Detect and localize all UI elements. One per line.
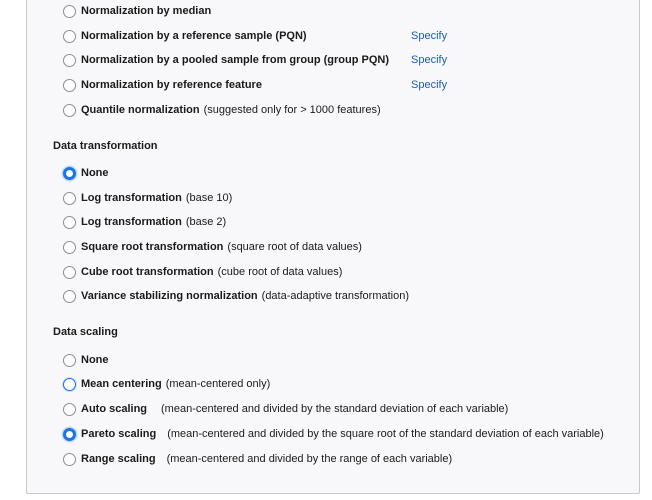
- section-title-scaling: Data scaling: [53, 326, 118, 338]
- option-label: Normalization by median: [81, 5, 212, 17]
- option-label: None: [81, 354, 109, 366]
- options-panel: [26, 0, 640, 494]
- radio-trans-sqrt[interactable]: [63, 237, 362, 257]
- radio-button-selected[interactable]: [63, 428, 76, 441]
- radio-button[interactable]: [63, 241, 76, 254]
- radio-button-focused[interactable]: [63, 378, 76, 391]
- radio-button[interactable]: [63, 453, 76, 466]
- radio-norm-ref-feature[interactable]: [63, 75, 623, 95]
- option-label: Cube root transformation: [81, 266, 214, 278]
- option-description: (mean-centered and divided by the standard deviation of each variable): [161, 403, 509, 415]
- radio-button[interactable]: [63, 354, 76, 367]
- option-label: Square root transformation: [81, 241, 224, 253]
- option-description: (mean-centered and divided by the square root of the standard deviation of each variable): [167, 428, 604, 440]
- specify-link[interactable]: Specify: [411, 79, 448, 91]
- option-description: (cube root of data values): [217, 266, 343, 278]
- radio-norm-quantile[interactable]: [63, 100, 381, 120]
- option-description: (suggested only for > 1000 features): [203, 104, 381, 116]
- option-description: (mean-centered only): [165, 378, 271, 390]
- option-description: (square root of data values): [227, 241, 362, 253]
- option-description: (base 2): [185, 216, 227, 228]
- radio-button[interactable]: [63, 403, 76, 416]
- option-label: Range scaling: [81, 453, 156, 465]
- specify-link[interactable]: Specify: [411, 54, 448, 66]
- section-title-transformation: Data transformation: [53, 140, 158, 152]
- option-label: None: [81, 167, 109, 179]
- radio-trans-none[interactable]: [63, 163, 109, 183]
- radio-trans-vsn[interactable]: [63, 286, 409, 306]
- radio-trans-cuberoot[interactable]: [63, 262, 342, 282]
- radio-norm-median[interactable]: [63, 1, 211, 21]
- radio-button[interactable]: [63, 104, 76, 117]
- option-label: Pareto scaling: [81, 428, 157, 440]
- option-label: Log transformation: [81, 216, 182, 228]
- radio-norm-group-pqn[interactable]: [63, 50, 623, 70]
- specify-link[interactable]: Specify: [411, 30, 448, 42]
- option-label: Normalization by a reference sample (PQN): [81, 30, 307, 42]
- radio-scale-range[interactable]: [63, 449, 452, 469]
- radio-button[interactable]: [63, 290, 76, 303]
- radio-button-selected[interactable]: [63, 167, 76, 180]
- option-label: Auto scaling: [81, 403, 148, 415]
- radio-trans-log10[interactable]: [63, 188, 232, 208]
- radio-scale-mean-centering[interactable]: [63, 374, 270, 394]
- radio-button[interactable]: [63, 266, 76, 279]
- radio-scale-pareto[interactable]: [63, 424, 604, 444]
- radio-norm-pqn[interactable]: [63, 26, 623, 46]
- radio-button[interactable]: [63, 54, 76, 67]
- radio-button[interactable]: [63, 30, 76, 43]
- radio-trans-log2[interactable]: [63, 212, 226, 232]
- radio-scale-auto[interactable]: [63, 399, 508, 419]
- option-label: Normalization by a pooled sample from group (group PQN): [81, 54, 390, 66]
- radio-button[interactable]: [63, 79, 76, 92]
- option-label: Normalization by reference feature: [81, 79, 262, 91]
- option-description: (mean-centered and divided by the range of each variable): [166, 453, 453, 465]
- option-description: (base 10): [185, 192, 233, 204]
- option-label: Variance stabilizing normalization: [81, 290, 258, 302]
- option-label: Mean centering: [81, 378, 162, 390]
- option-description: (data-adaptive transformation): [261, 290, 410, 302]
- option-label: Quantile normalization: [81, 104, 200, 116]
- radio-button[interactable]: [63, 192, 76, 205]
- radio-button[interactable]: [63, 216, 76, 229]
- radio-scale-none[interactable]: [63, 350, 109, 370]
- option-label: Log transformation: [81, 192, 182, 204]
- radio-button[interactable]: [63, 5, 76, 18]
